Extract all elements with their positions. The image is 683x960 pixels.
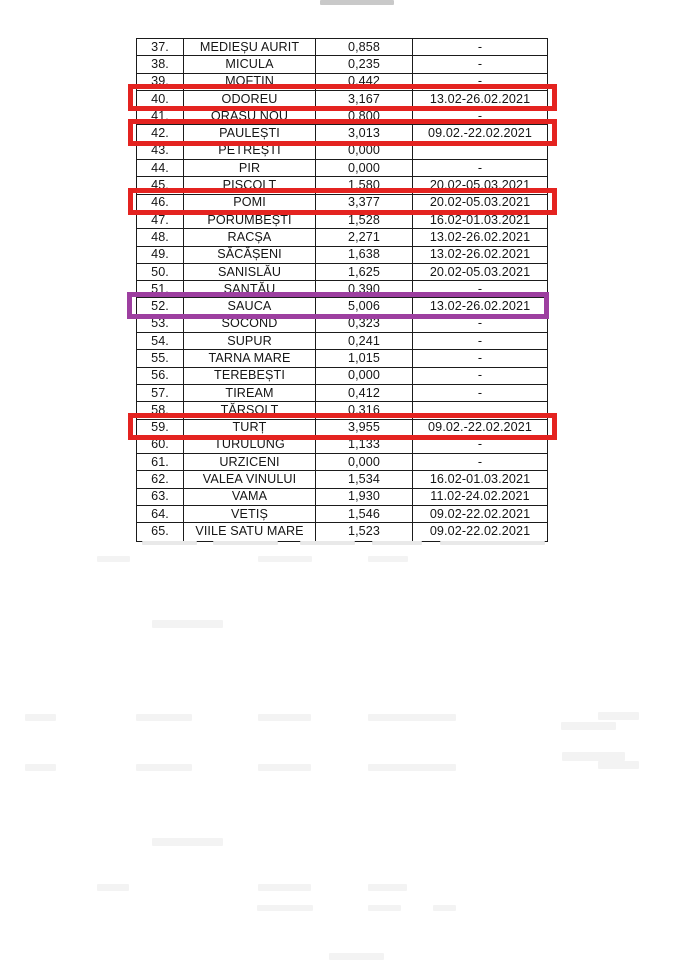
table-row: [137, 264, 547, 281]
scan-smudge-artifact: [258, 714, 311, 721]
scan-smudge-artifact: [152, 620, 223, 628]
cell-value: 0,000: [316, 368, 413, 384]
scan-smudge-artifact: [257, 905, 313, 911]
table-row: [137, 229, 547, 246]
cropped-header-artifact: [320, 0, 394, 5]
scan-smudge-artifact: [25, 714, 56, 721]
ghost-text-artifact: [213, 541, 278, 545]
locality-incidence-table: [136, 38, 548, 542]
cell-locality: PETREȘTI: [184, 143, 316, 159]
cell-value: 0,000: [316, 160, 413, 176]
cell-value: 0,000: [316, 454, 413, 470]
cell-value: 0,412: [316, 385, 413, 401]
cell-period: 13.02-26.02.2021: [429, 299, 531, 314]
cell-value: 2,271: [316, 229, 413, 245]
cell-value: 1,625: [316, 264, 413, 280]
cell-number: 52.: [137, 298, 184, 314]
cell-period: -: [477, 333, 483, 348]
cell-period: -: [477, 454, 483, 469]
cell-period: -: [477, 74, 483, 89]
scan-smudge-artifact: [562, 752, 625, 761]
ghost-text-artifact: [440, 541, 545, 545]
cell-value: 3,955: [316, 420, 413, 436]
table-row: [137, 160, 547, 177]
cell-number: 50.: [137, 264, 184, 280]
cell-period: -: [477, 39, 483, 54]
cell-locality: TARNA MARE: [184, 350, 316, 366]
cell-value: 0,316: [316, 402, 413, 418]
cell-locality: SUPUR: [184, 333, 316, 349]
cell-value: 3,013: [316, 125, 413, 141]
cell-number: 48.: [137, 229, 184, 245]
ghost-text-artifact: [300, 541, 355, 545]
scan-smudge-artifact: [598, 712, 639, 720]
cell-period: 09.02.-22.02.2021: [428, 420, 532, 435]
table-row: [137, 454, 547, 471]
table-row: [137, 56, 547, 73]
scan-smudge-artifact: [258, 764, 311, 771]
scan-smudge-artifact: [97, 884, 129, 891]
scan-smudge-artifact: [433, 905, 456, 911]
cell-locality: PORUMBEȘTI: [184, 212, 316, 228]
table-row: [137, 523, 547, 540]
cell-locality: MOFTIN: [184, 74, 316, 90]
ghost-text-artifact: [142, 541, 197, 545]
cell-number: 54.: [137, 333, 184, 349]
cell-period: -: [477, 316, 483, 331]
cell-number: 38.: [137, 56, 184, 72]
table-row: [137, 333, 547, 350]
table-row: [137, 471, 547, 488]
cell-number: 62.: [137, 471, 184, 487]
table-row: [137, 506, 547, 523]
highlight-box-red: [128, 119, 557, 146]
highlight-box-red: [128, 188, 557, 215]
highlight-box-purple: [127, 292, 549, 319]
cell-value: 1,528: [316, 212, 413, 228]
ghost-text-artifact: [372, 541, 422, 545]
table-row: [137, 385, 547, 402]
scan-smudge-artifact: [368, 764, 456, 771]
scan-smudge-artifact: [561, 722, 616, 730]
cell-number: 55.: [137, 350, 184, 366]
cell-period: -: [477, 385, 483, 400]
cell-number: 59.: [137, 420, 184, 436]
highlight-box-red: [128, 413, 557, 440]
cell-value: 5,006: [316, 298, 413, 314]
cell-number: 60.: [137, 437, 184, 453]
scan-smudge-artifact: [25, 764, 56, 771]
cell-number: 37.: [137, 39, 184, 55]
cell-locality: TIREAM: [184, 385, 316, 401]
cell-value: 0,800: [316, 108, 413, 124]
scan-smudge-artifact: [368, 884, 407, 891]
cell-period: -: [477, 281, 483, 296]
cell-locality: VIILE SATU MARE: [184, 523, 316, 540]
table-row: [137, 39, 547, 56]
scan-smudge-artifact: [258, 884, 311, 891]
cell-locality: PAULEȘTI: [184, 125, 316, 141]
cell-period: -: [477, 350, 483, 365]
cell-period: 16.02-01.03.2021: [429, 472, 531, 487]
scan-smudge-artifact: [152, 838, 223, 846]
cell-number: 43.: [137, 143, 184, 159]
cell-locality: SOCOND: [184, 316, 316, 332]
cell-number: 41.: [137, 108, 184, 124]
table-row: [137, 247, 547, 264]
cell-locality: PIR: [184, 160, 316, 176]
table-row: [137, 489, 547, 506]
cell-value: 0,390: [316, 281, 413, 297]
cell-locality: VAMA: [184, 489, 316, 505]
cell-value: 1,638: [316, 247, 413, 263]
cell-locality: MEDIEȘU AURIT: [184, 39, 316, 55]
scan-smudge-artifact: [136, 714, 192, 721]
cell-number: 45.: [137, 177, 184, 193]
cell-number: 39.: [137, 74, 184, 90]
table-row: [137, 368, 547, 385]
cell-locality: TEREBEȘTI: [184, 368, 316, 384]
cell-value: 1,133: [316, 437, 413, 453]
scan-smudge-artifact: [329, 953, 384, 960]
cell-locality: SĂCĂȘENI: [184, 247, 316, 263]
cell-locality: VETIȘ: [184, 506, 316, 522]
scan-smudge-artifact: [598, 761, 639, 769]
cell-locality: SAUCA: [184, 298, 316, 314]
cell-number: 58.: [137, 402, 184, 418]
cell-value: 0,241: [316, 333, 413, 349]
cell-period: -: [477, 437, 483, 452]
cell-locality: VALEA VINULUI: [184, 471, 316, 487]
cell-value: 0,235: [316, 56, 413, 72]
cell-value: 0,000: [316, 143, 413, 159]
cell-value: 0,323: [316, 316, 413, 332]
cell-value: 1,580: [316, 177, 413, 193]
cell-locality: ODOREU: [184, 91, 316, 107]
cell-period: -: [477, 368, 483, 383]
cell-period: 09.02-22.02.2021: [429, 524, 531, 539]
cell-number: 64.: [137, 506, 184, 522]
scan-smudge-artifact: [368, 714, 456, 721]
scan-smudge-artifact: [97, 556, 130, 562]
scan-smudge-artifact: [368, 905, 401, 911]
cell-value: 1,930: [316, 489, 413, 505]
scan-smudge-artifact: [258, 556, 312, 562]
cell-period: 13.02-26.02.2021: [429, 229, 531, 244]
cell-number: 56.: [137, 368, 184, 384]
cell-number: 44.: [137, 160, 184, 176]
table-rows: [137, 39, 547, 541]
cell-value: 1,523: [316, 523, 413, 540]
cell-number: 47.: [137, 212, 184, 228]
cell-period: 20.02-05.03.2021: [429, 264, 531, 279]
cell-value: 1,546: [316, 506, 413, 522]
cell-value: 0,858: [316, 39, 413, 55]
cell-locality: TĂRSOLT: [184, 402, 316, 418]
cell-locality: RACȘA: [184, 229, 316, 245]
scan-smudge-artifact: [368, 556, 408, 562]
cell-value: 1,015: [316, 350, 413, 366]
cell-value: 1,534: [316, 471, 413, 487]
cell-period: 13.02-26.02.2021: [429, 91, 531, 106]
highlight-box-red: [128, 84, 557, 111]
cell-value: 3,377: [316, 195, 413, 211]
cell-period: 09.02.-22.02.2021: [428, 126, 532, 141]
cell-period: 20.02-05.03.2021: [429, 178, 531, 193]
cell-number: 53.: [137, 316, 184, 332]
cell-value: 0,442: [316, 74, 413, 90]
cell-period: -: [477, 56, 483, 71]
cell-locality: SANISLĂU: [184, 264, 316, 280]
cell-number: 63.: [137, 489, 184, 505]
cell-period: 13.02-26.02.2021: [429, 247, 531, 262]
cell-number: 46.: [137, 195, 184, 211]
cell-locality: ORASU NOU: [184, 108, 316, 124]
cell-locality: TURȚ: [184, 420, 316, 436]
cell-period: -: [477, 160, 483, 175]
cell-locality: URZICENI: [184, 454, 316, 470]
cell-number: 40.: [137, 91, 184, 107]
cell-period: 11.02-24.02.2021: [430, 489, 530, 504]
table-row: [137, 350, 547, 367]
cell-period: 16.02-01.03.2021: [429, 212, 531, 227]
cell-number: 51.: [137, 281, 184, 297]
scan-smudge-artifact: [136, 764, 192, 771]
cell-period: 20.02-05.03.2021: [429, 195, 531, 210]
cell-period: 09.02-22.02.2021: [429, 506, 531, 521]
cell-locality: POMI: [184, 195, 316, 211]
cell-locality: SANTĂU: [184, 281, 316, 297]
cell-locality: PISCOLT: [184, 177, 316, 193]
cell-number: 57.: [137, 385, 184, 401]
cell-number: 61.: [137, 454, 184, 470]
cell-number: 49.: [137, 247, 184, 263]
cell-locality: MICULA: [184, 56, 316, 72]
cell-value: 3,167: [316, 91, 413, 107]
cell-period: -: [477, 108, 483, 123]
cell-number: 42.: [137, 125, 184, 141]
cell-number: 65.: [137, 523, 184, 540]
cell-locality: TURULUNG: [184, 437, 316, 453]
